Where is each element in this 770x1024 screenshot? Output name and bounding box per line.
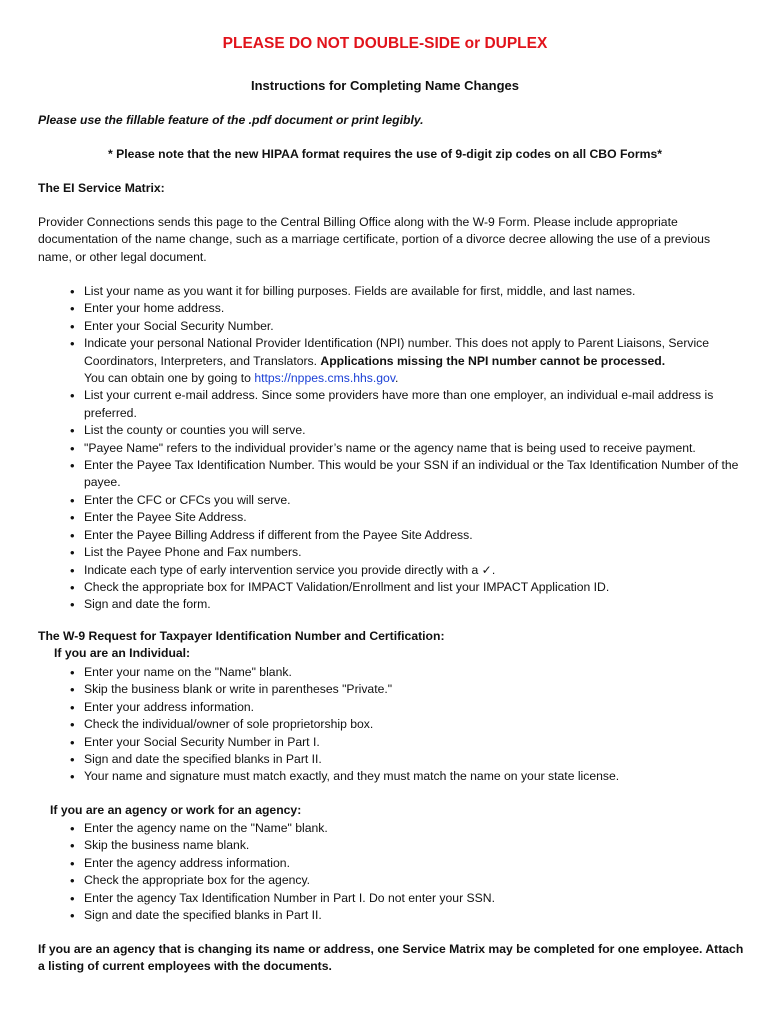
agency-change-note: If you are an agency that is changing its name or address, one Service Matrix may be completed for one employee. Attach a listing of current employees with the documents. xyxy=(38,942,744,974)
agency-list xyxy=(66,820,746,924)
hipaa-note: * Please note that the new HIPAA format requires the use of 9-digit zip codes on all CBO Forms* xyxy=(108,147,662,161)
list-item: • Enter your Social Security Number in Part I. xyxy=(66,734,746,751)
service-matrix-heading: The EI Service Matrix: xyxy=(38,181,165,195)
service-matrix-list xyxy=(66,283,746,614)
fillable-note: Please use the fillable feature of the .pdf document or print legibly. xyxy=(38,113,424,127)
list-item: • Your name and signature must match exactly, and they must match the name on your state license. xyxy=(66,768,746,785)
npi-warning: Applications missing the NPI number cannot be processed. xyxy=(320,353,666,368)
list-item: • Check the appropriate box for IMPACT Validation/Enrollment and list your IMPACT Application ID. xyxy=(66,579,746,596)
list-item: • Check the individual/owner of sole proprietorship box. xyxy=(66,716,746,733)
page-subtitle: Instructions for Completing Name Changes xyxy=(251,78,519,93)
list-item: • Enter the agency name on the "Name" blank. xyxy=(66,820,746,837)
list-item: • Enter your Social Security Number. xyxy=(66,318,746,335)
list-item: • Enter your home address. xyxy=(66,300,746,317)
agency-heading: If you are an agency or work for an agency: xyxy=(50,803,302,817)
list-item: • List the county or counties you will serve. xyxy=(66,422,746,439)
list-item: • "Payee Name" refers to the individual provider’s name or the agency name that is being used to receive payment. xyxy=(66,440,746,457)
list-item: • Enter the agency address information. xyxy=(66,855,746,872)
list-item: • Skip the business name blank. xyxy=(66,837,746,854)
list-item: • Sign and date the specified blanks in Part II. xyxy=(66,907,746,924)
npi-text: Indicate your personal National Provider Identification (NPI) number. This does not apply to Parent Liaisons, Service Coordinators, Interpreters, and Translators. xyxy=(84,336,710,368)
list-item: • Enter your address information. xyxy=(66,699,746,716)
npi-obtain-text: You can obtain one by going to xyxy=(84,371,251,386)
list-item: • List your name as you want it for billing purposes. Fields are available for first, middle, and last names. xyxy=(66,283,746,300)
list-item: • Enter the Payee Tax Identification Number. This would be your SSN if an individual or the Tax Identification Number of the payee. xyxy=(66,457,746,492)
w9-heading: The W-9 Request for Taxpayer Identification Number and Certification: xyxy=(38,629,445,643)
list-item: • Enter the agency Tax Identification Number in Part I. Do not enter your SSN. xyxy=(66,890,746,907)
list-item: • Enter your name on the "Name" blank. xyxy=(66,664,746,681)
list-item: • Enter the Payee Site Address. xyxy=(66,509,746,526)
service-matrix-intro: Provider Connections sends this page to the Central Billing Office along with the W-9 Form. Please include appropriate documentation of the name change, such as a marriage certificate, portion of a divorce decree allowing the use of a previous name, or other legal document. xyxy=(38,215,711,264)
list-item: • Check the appropriate box for the agency. xyxy=(66,872,746,889)
list-item: • Enter the Payee Billing Address if different from the Payee Site Address. xyxy=(66,527,746,544)
list-item: • List your current e-mail address. Since some providers have more than one employer, an individual e-mail address is preferred. xyxy=(66,387,746,422)
list-item: • Enter the CFC or CFCs you will serve. xyxy=(66,492,746,509)
nppes-link[interactable]: https://nppes.cms.hhs.gov xyxy=(254,371,396,386)
list-item: • Sign and date the specified blanks in Part II. xyxy=(66,751,746,768)
list-item: • List the Payee Phone and Fax numbers. xyxy=(66,544,746,561)
individual-list xyxy=(66,664,746,786)
list-item: • Indicate each type of early intervention service you provide directly with a ✓. xyxy=(66,562,746,579)
npi-period: . xyxy=(395,371,399,386)
list-item: • Sign and date the form. xyxy=(66,596,746,613)
individual-heading: If you are an Individual: xyxy=(54,646,191,660)
page-title: PLEASE DO NOT DOUBLE-SIDE or DUPLEX xyxy=(222,35,548,52)
list-item: • Skip the business blank or write in parentheses "Private." xyxy=(66,681,746,698)
list-item-npi xyxy=(66,335,746,387)
